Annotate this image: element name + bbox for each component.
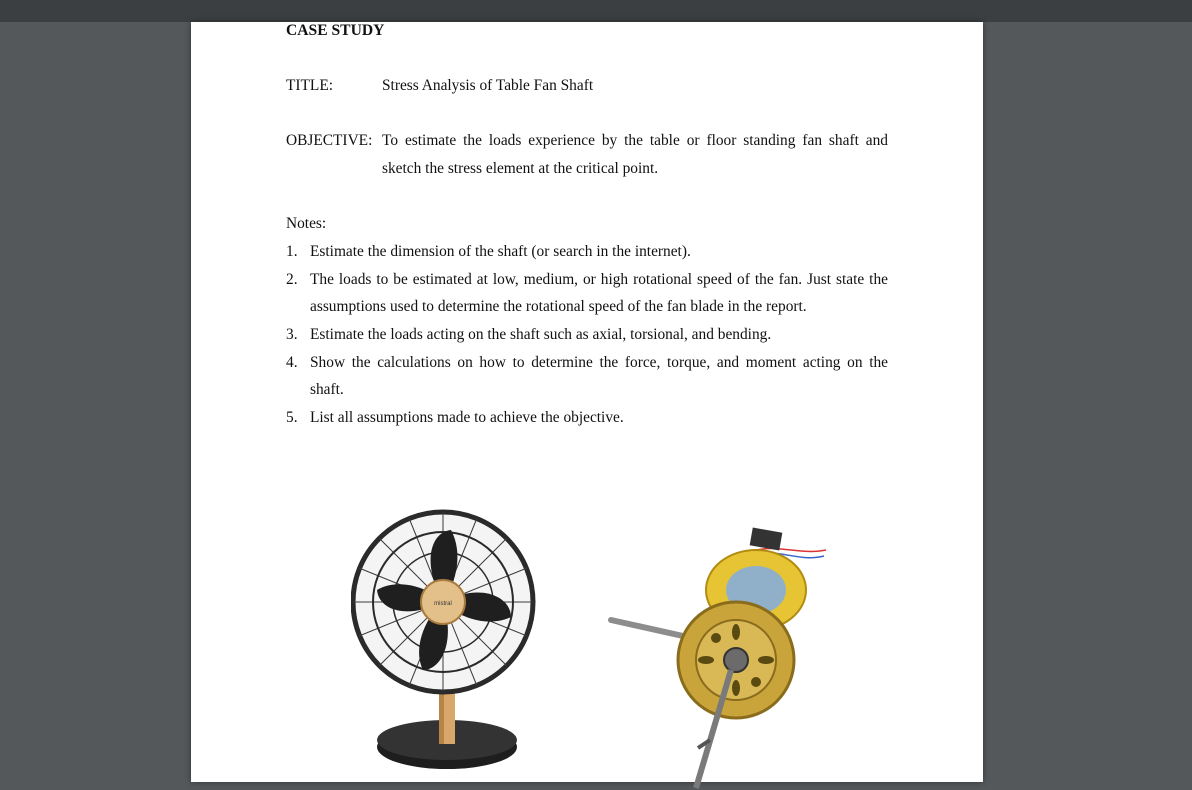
- objective-line-2: sketch the stress element at the critical point.: [382, 160, 659, 177]
- note-number: 4.: [286, 354, 298, 371]
- table-fan-image: [351, 502, 541, 772]
- viewer-toolbar: [0, 0, 1192, 22]
- note-number: 2.: [286, 271, 298, 288]
- note-item-4-line-2: shaft.: [310, 381, 344, 398]
- title-value: Stress Analysis of Table Fan Shaft: [382, 77, 594, 94]
- fan-motor-image: [606, 520, 836, 790]
- document-page: [191, 22, 983, 782]
- note-number: 1.: [286, 243, 298, 260]
- title-label: TITLE:: [286, 77, 334, 94]
- note-item-1: Estimate the dimension of the shaft (or search in the internet).: [310, 243, 691, 260]
- note-item-5: List all assumptions made to achieve the objective.: [310, 409, 624, 426]
- note-item-2-line-2: assumptions used to determine the rotational speed of the fan blade in the report.: [310, 298, 807, 315]
- note-item-3: Estimate the loads acting on the shaft such as axial, torsional, and bending.: [310, 326, 772, 343]
- case-study-heading: CASE STUDY: [286, 22, 385, 39]
- fan-brand-label: mistral: [434, 601, 452, 607]
- note-item-2-line-1: The loads to be estimated at low, medium, or high rotational speed of the fan. Just state the: [310, 271, 888, 288]
- note-item-4-line-1: Show the calculations on how to determine the force, torque, and moment acting on the: [310, 354, 888, 371]
- note-number: 5.: [286, 409, 298, 426]
- notes-label: Notes:: [286, 215, 327, 232]
- objective-label: OBJECTIVE:: [286, 132, 373, 149]
- note-number: 3.: [286, 326, 298, 343]
- objective-line-1: To estimate the loads experience by the table or floor standing fan shaft and: [382, 132, 888, 149]
